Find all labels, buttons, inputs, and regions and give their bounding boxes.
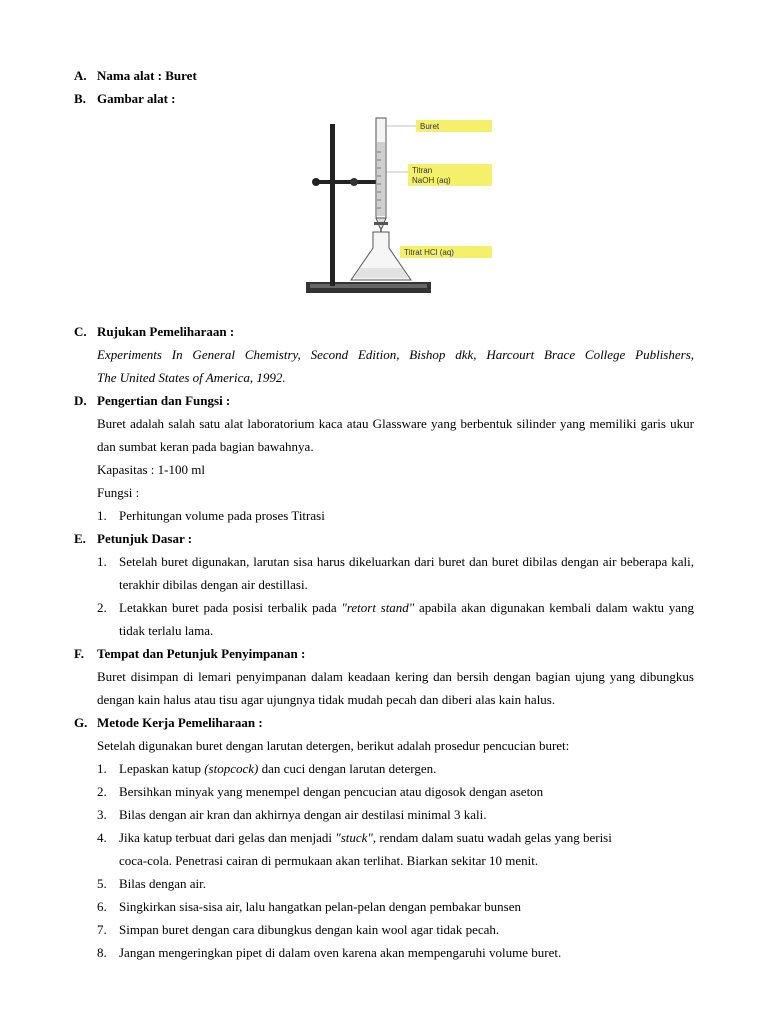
section-c <box>74 320 694 343</box>
tool-image-heading: Gambar alat : <box>97 91 176 106</box>
list-item: 2. Letakkan buret pada posisi terbalik pada "retort stand" apabila akan digunakan kembali dalam waktu yang tidak terlalu lama. <box>97 600 695 638</box>
list-item: 1. Setelah buret digunakan, larutan sisa harus dikeluarkan dari buret dan buret dibilas dengan air beberapa kali, terakhir dibilas dengan air destillasi. <box>97 554 694 592</box>
storage-text: Buret disimpan di lemari penyimpanan dalam keadaan kering dan bersih dengan bagian ujung yang dibungkus dengan kain halus atau tisu agar ujungnya tidak mudah pecah dan diberi alas kain halus. <box>97 669 694 707</box>
maintenance-method-heading: Metode Kerja Pemeliharaan : <box>97 715 263 730</box>
list-item: 7. Simpan buret dengan cara dibungkus dengan kain wool agar tidak pecah. <box>97 922 500 937</box>
reference-text: Experiments In General Chemistry, Second Edition, Bishop dkk, Harcourt Brace College Publishers, The United States of America, 1992. <box>97 347 694 385</box>
label-titrat: Titrat HCl (aq) <box>404 248 454 257</box>
basic-instructions-list <box>97 550 694 642</box>
section-letter: C. <box>74 324 87 339</box>
document-page <box>74 64 694 964</box>
buret-illustration <box>296 112 576 312</box>
tool-name-heading: Nama alat : Buret <box>97 68 197 83</box>
section-g <box>74 711 694 734</box>
list-item: 2. Bersihkan minyak yang menempel dengan pencucian atau digosok dengan aseton <box>97 784 544 799</box>
list-item: 1. Lepaskan katup (stopcock) dan cuci dengan larutan detergen. <box>97 761 437 776</box>
section-letter: A. <box>74 68 87 83</box>
stand-pole <box>330 124 335 286</box>
label-titran: Titran <box>412 166 433 175</box>
stopcock <box>374 222 388 225</box>
maintenance-steps <box>97 734 694 964</box>
section-letter: F. <box>74 646 84 661</box>
section-f <box>74 642 694 665</box>
list-item: 6. Singkirkan sisa-sisa air, lalu hangatkan pelan-pelan dengan pembakar bunsen <box>97 899 521 914</box>
section-e <box>74 527 694 550</box>
definition-text: Buret adalah salah satu alat laboratorium kaca atau Glassware yang berbentuk silinder yang memiliki garis ukur dan sumbat keran pada bagian bawahnya. <box>97 416 694 454</box>
section-a <box>74 64 694 87</box>
section-letter: E. <box>74 531 86 546</box>
section-letter: D. <box>74 393 87 408</box>
section-letter: G. <box>74 715 88 730</box>
definition-heading: Pengertian dan Fungsi : <box>97 393 231 408</box>
list-item: 1. Perhitungan volume pada proses Titrasi <box>97 508 325 523</box>
section-b <box>74 87 694 110</box>
function-label: Fungsi : <box>97 485 140 500</box>
definition-body <box>97 412 694 527</box>
buret-figure <box>74 110 694 320</box>
list-item: 4. Jika katup terbuat dari gelas dan menjadi "stuck", rendam dalam suatu wadah gelas yang berisi coca-cola. Penetrasi cairan di permukaan akan terlihat. Biarkan sekitar 10 menit. <box>97 830 612 868</box>
list-item: 5. Bilas dengan air. <box>97 876 207 891</box>
label-naoh: NaOH (aq) <box>412 176 451 185</box>
basic-instructions-heading: Petunjuk Dasar : <box>97 531 193 546</box>
section-letter: B. <box>74 91 86 106</box>
section-d <box>74 389 694 412</box>
storage-heading: Tempat dan Petunjuk Penyimpanan : <box>97 646 306 661</box>
maintenance-reference-heading: Rujukan Pemeliharaan : <box>97 324 235 339</box>
steps-intro: Setelah digunakan buret dengan larutan detergen, berikut adalah prosedur pencucian buret: <box>97 738 570 753</box>
list-item: 3. Bilas dengan air kran dan akhirnya dengan air destilasi minimal 3 kali. <box>97 807 487 822</box>
capacity-text: Kapasitas : 1-100 ml <box>97 462 205 477</box>
list-item: 8. Jangan mengeringkan pipet di dalam oven karena akan mempengaruhi volume buret. <box>97 945 562 960</box>
label-buret: Buret <box>420 122 440 131</box>
